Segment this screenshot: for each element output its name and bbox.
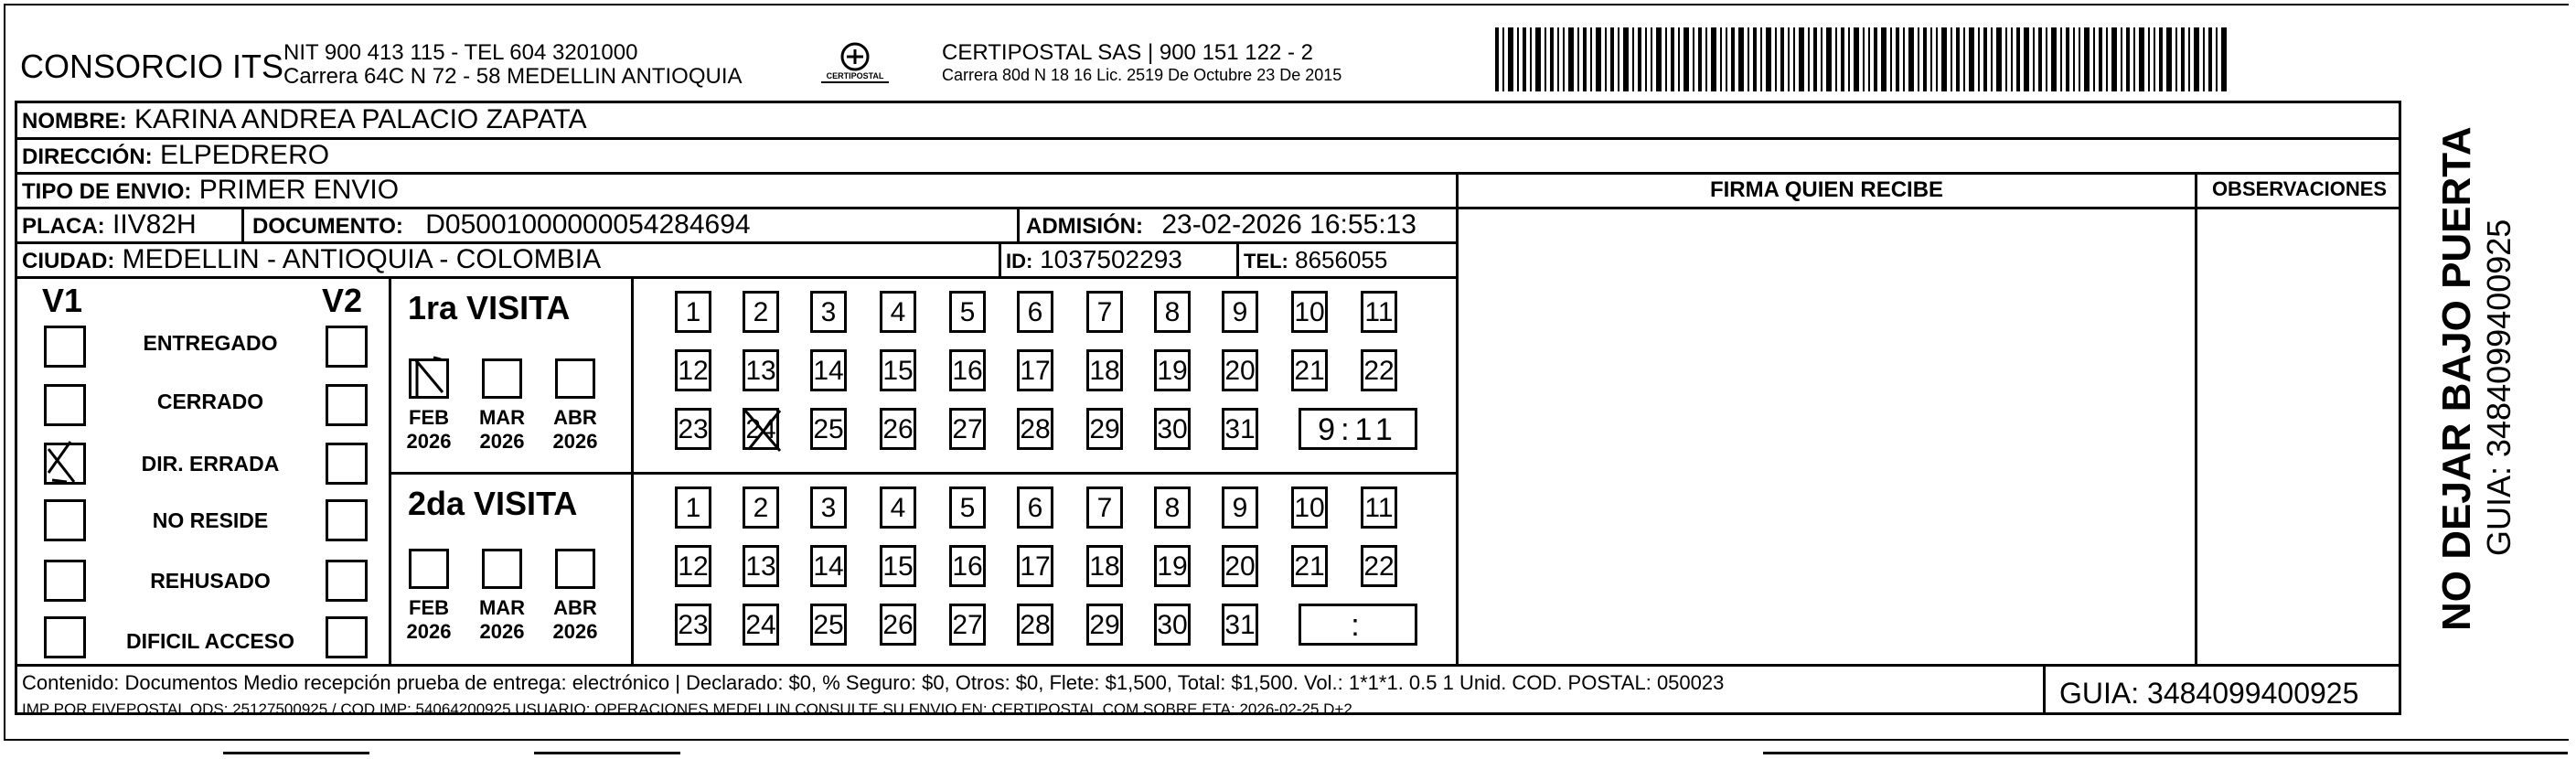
first-visit-day-27[interactable]: 27 — [949, 408, 986, 450]
second-visit-month-feb-checkbox[interactable] — [409, 549, 449, 589]
visits-divider — [389, 472, 1459, 475]
second-visit-month-abr-checkbox[interactable] — [555, 549, 595, 589]
carrier-name: CERTIPOSTAL SAS | 900 151 122 - 2 — [942, 40, 1313, 65]
month-name: FEB — [409, 596, 449, 619]
first-visit-day-4[interactable]: 4 — [880, 291, 916, 333]
second-visit-title: 2da VISITA — [408, 485, 578, 522]
firma-header: FIRMA QUIEN RECIBE — [1709, 177, 1944, 202]
second-visit-day-14[interactable]: 14 — [810, 545, 847, 587]
company-name: CONSORCIO ITS — [20, 48, 284, 85]
first-visit-day-8[interactable]: 8 — [1154, 291, 1191, 333]
placa-value: IIV82H — [112, 209, 197, 240]
tel-label: TEL: — [1244, 250, 1288, 273]
ciudad-value: MEDELLIN - ANTIOQUIA - COLOMBIA — [122, 244, 602, 274]
company-nit-tel: NIT 900 413 115 - TEL 604 3201000 — [283, 40, 638, 65]
first-visit-day-7[interactable]: 7 — [1086, 291, 1123, 333]
second-visit-month-abr-label — [543, 596, 607, 644]
second-visit-day-31[interactable]: 31 — [1222, 604, 1258, 646]
month-name: MAR — [478, 406, 526, 429]
row-divider — [1017, 207, 1020, 241]
observaciones-header: OBSERVACIONES — [2211, 177, 2388, 200]
month-year: 2026 — [479, 620, 525, 643]
second-visit-day-8[interactable]: 8 — [1154, 486, 1191, 529]
first-visit-day-18[interactable]: 18 — [1086, 349, 1123, 391]
second-visit-day-21[interactable]: 21 — [1291, 545, 1328, 587]
column-divider — [2195, 172, 2197, 666]
v2-checkbox-dir-errada[interactable] — [326, 443, 368, 485]
second-visit-day-19[interactable]: 19 — [1154, 545, 1191, 587]
v2-checkbox-dificil-acceso[interactable] — [326, 616, 368, 658]
second-visit-day-18[interactable]: 18 — [1086, 545, 1123, 587]
v2-checkbox-no-reside[interactable] — [326, 499, 368, 541]
second-visit-day-27[interactable]: 27 — [949, 604, 986, 646]
visits-divider — [631, 276, 634, 664]
footer-content-line: Contenido: Documentos Medio recepción prueba de entrega: electrónico | Declarado: $0, % Seguro: $0, Otros: $0, Flete: $1,500, Total: $1,500. Vol.: 1*1*1. 0.5 1 Unid. COD. POSTAL: 050023 — [22, 671, 1725, 694]
month-name: FEB — [409, 406, 449, 429]
second-visit-day-17[interactable]: 17 — [1017, 545, 1053, 587]
second-visit-day-29[interactable]: 29 — [1086, 604, 1123, 646]
second-visit-day-16[interactable]: 16 — [949, 545, 986, 587]
first-visit-day-20[interactable]: 20 — [1222, 349, 1258, 391]
nombre-value: KARINA ANDREA PALACIO ZAPATA — [134, 104, 587, 134]
first-visit-day-30[interactable]: 30 — [1154, 408, 1191, 450]
month-year: 2026 — [552, 430, 598, 453]
first-visit-month-abr-label — [543, 406, 607, 454]
cut-mark — [534, 752, 680, 754]
admision-label: ADMISIÓN: — [1026, 214, 1143, 239]
side-warning: NO DEJAR BAJO PUERTA — [2434, 126, 2479, 631]
direccion-label: DIRECCIÓN: — [22, 144, 153, 169]
first-visit-day-24[interactable] — [743, 408, 779, 450]
first-visit-month-feb-checkbox[interactable] — [409, 358, 449, 399]
first-visit-title: 1ra VISITA — [408, 289, 571, 326]
placa-row — [22, 208, 197, 243]
admision-row — [1026, 208, 1416, 243]
tipo-value: PRIMER ENVIO — [198, 175, 400, 205]
ciudad-label: CIUDAD: — [22, 249, 115, 273]
second-visit-day-12[interactable]: 12 — [675, 545, 711, 587]
first-visit-month-abr-checkbox[interactable] — [555, 358, 595, 399]
first-visit-month-mar-checkbox[interactable] — [482, 358, 522, 399]
status-label-no-reside: NO RESIDE — [152, 508, 269, 532]
first-visit-day-12[interactable]: 12 — [675, 349, 711, 391]
nombre-row — [22, 103, 587, 138]
cut-mark — [223, 752, 369, 754]
second-visit-day-11[interactable]: 11 — [1361, 486, 1397, 529]
second-visit-day-2[interactable]: 2 — [743, 486, 779, 529]
first-visit-day-6[interactable]: 6 — [1017, 291, 1053, 333]
documento-row — [252, 208, 751, 243]
month-year: 2026 — [406, 430, 452, 453]
first-visit-month-mar-label — [470, 406, 534, 454]
documento-label: DOCUMENTO: — [252, 214, 403, 239]
first-visit-month-feb-label — [397, 406, 461, 454]
tipo-label: TIPO DE ENVIO: — [22, 179, 192, 204]
first-visit-day-25[interactable]: 25 — [810, 408, 847, 450]
v1-header: V1 — [42, 282, 83, 319]
footer-guia: GUIA: 3484099400925 — [2059, 677, 2359, 710]
v1-checkbox-rehusado[interactable] — [44, 560, 86, 602]
status-label-dificil-acceso: DIFICIL ACCESO — [125, 629, 294, 653]
second-visit-day-24[interactable]: 24 — [743, 604, 779, 646]
ciudad-row — [22, 243, 601, 278]
barcode — [1495, 27, 2227, 91]
tel-row — [1244, 243, 1387, 278]
month-name: ABR — [553, 406, 597, 429]
id-label: ID: — [1006, 250, 1033, 273]
v2-checkbox-rehusado[interactable] — [326, 560, 368, 602]
v2-header: V2 — [322, 282, 363, 319]
first-visit-day-31[interactable]: 31 — [1222, 408, 1258, 450]
tipo-row — [22, 174, 399, 208]
first-visit-day-9[interactable]: 9 — [1222, 291, 1258, 333]
first-visit-day-26[interactable]: 26 — [880, 408, 916, 450]
second-visit-day-20[interactable]: 20 — [1222, 545, 1258, 587]
second-visit-time-field[interactable]: : — [1299, 604, 1417, 646]
status-label-dir-errada: DIR. ERRADA — [141, 452, 280, 476]
column-divider — [1456, 172, 1459, 666]
second-visit-day-22[interactable]: 22 — [1361, 545, 1397, 587]
status-label-cerrado: CERRADO — [156, 390, 264, 413]
v1-checkbox-cerrado[interactable] — [44, 384, 86, 426]
first-visit-day-3[interactable]: 3 — [810, 291, 847, 333]
id-row — [1006, 243, 1182, 278]
row-divider — [999, 241, 1001, 276]
second-visit-month-mar-checkbox[interactable] — [482, 549, 522, 589]
placa-label: PLACA: — [22, 214, 105, 239]
first-visit-day-11[interactable]: 11 — [1361, 291, 1397, 333]
second-visit-day-30[interactable]: 30 — [1154, 604, 1191, 646]
direccion-row — [22, 139, 329, 174]
id-value: 1037502293 — [1040, 245, 1182, 273]
carrier-license: Carrera 80d N 18 16 Lic. 2519 De Octubre 23 De 2015 — [942, 66, 1342, 84]
cut-mark — [1763, 752, 2568, 754]
first-visit-day-22[interactable]: 22 — [1361, 349, 1397, 391]
logo-text: CERTIPOSTAL — [826, 71, 884, 80]
second-visit-month-mar-label — [470, 596, 534, 644]
direccion-value: ELPEDRERO — [160, 140, 330, 170]
column-divider — [2195, 207, 2401, 209]
row-divider — [241, 207, 244, 241]
first-visit-day-29[interactable]: 29 — [1086, 408, 1123, 450]
first-visit-day-15[interactable]: 15 — [880, 349, 916, 391]
second-visit-day-13[interactable]: 13 — [743, 545, 779, 587]
side-guia: GUIA: 3484099400925 — [2480, 219, 2517, 556]
first-visit-day-28[interactable]: 28 — [1017, 408, 1053, 450]
second-visit-day-28[interactable]: 28 — [1017, 604, 1053, 646]
first-visit-day-13[interactable]: 13 — [743, 349, 779, 391]
second-visit-day-5[interactable]: 5 — [949, 486, 986, 529]
handwritten-check-mark — [406, 348, 452, 400]
first-visit-day-16[interactable]: 16 — [949, 349, 986, 391]
handwritten-check-mark — [43, 436, 80, 487]
v2-checkbox-entregado[interactable] — [326, 326, 368, 368]
second-visit-day-1[interactable]: 1 — [675, 486, 711, 529]
row-divider — [1236, 241, 1239, 276]
second-visit-day-25[interactable]: 25 — [810, 604, 847, 646]
v1-checkbox-entregado[interactable] — [44, 326, 86, 368]
second-visit-month-feb-label — [397, 596, 461, 644]
column-divider — [1456, 207, 2195, 209]
second-visit-day-7[interactable]: 7 — [1086, 486, 1123, 529]
second-visit-day-10[interactable]: 10 — [1291, 486, 1328, 529]
status-label-entregado: ENTREGADO — [143, 331, 278, 355]
documento-value: D05001000000054284694 — [425, 209, 751, 240]
v1-checkbox-dir-errada[interactable] — [44, 443, 86, 485]
certipostal-logo — [814, 38, 896, 93]
first-visit-day-14[interactable]: 14 — [810, 349, 847, 391]
admision-value: 23-02-2026 16:55:13 — [1161, 209, 1416, 240]
first-visit-time-field[interactable]: 9:11 — [1299, 408, 1417, 450]
company-address: Carrera 64C N 72 - 58 MEDELLIN ANTIOQUIA — [283, 64, 743, 89]
day-number: 24 — [745, 414, 776, 444]
v1-checkbox-no-reside[interactable] — [44, 499, 86, 541]
month-year: 2026 — [552, 620, 598, 643]
second-visit-day-9[interactable]: 9 — [1222, 486, 1258, 529]
first-visit-day-1[interactable]: 1 — [675, 291, 711, 333]
footer-print-line: IMP POR FIVEPOSTAL ODS: 25127500925 / COD.IMP: 54064200925 USUARIO: OPERACIONES MEDELLIN CONSULTE SU ENVIO EN: CERTIPOSTAL.COM SOBRE ETA: 2026-02-25 D+2 — [22, 700, 1352, 718]
second-visit-day-23[interactable]: 23 — [675, 604, 711, 646]
second-visit-day-6[interactable]: 6 — [1017, 486, 1053, 529]
first-visit-day-19[interactable]: 19 — [1154, 349, 1191, 391]
v1-checkbox-dificil-acceso[interactable] — [44, 616, 86, 658]
second-visit-day-4[interactable]: 4 — [880, 486, 916, 529]
second-visit-day-26[interactable]: 26 — [880, 604, 916, 646]
v2-checkbox-cerrado[interactable] — [326, 384, 368, 426]
status-label-rehusado: REHUSADO — [150, 569, 271, 593]
first-visit-day-17[interactable]: 17 — [1017, 349, 1053, 391]
second-visit-day-15[interactable]: 15 — [880, 545, 916, 587]
visits-divider — [389, 276, 391, 664]
month-year: 2026 — [406, 620, 452, 643]
first-visit-day-10[interactable]: 10 — [1291, 291, 1328, 333]
month-year: 2026 — [479, 430, 525, 453]
first-visit-day-2[interactable]: 2 — [743, 291, 779, 333]
month-name: MAR — [478, 596, 526, 619]
first-visit-day-23[interactable]: 23 — [675, 408, 711, 450]
first-visit-day-5[interactable]: 5 — [949, 291, 986, 333]
nombre-label: NOMBRE: — [22, 109, 127, 134]
first-visit-day-21[interactable]: 21 — [1291, 349, 1328, 391]
second-visit-day-3[interactable]: 3 — [810, 486, 847, 529]
tel-value: 8656055 — [1295, 246, 1388, 273]
month-name: ABR — [553, 596, 597, 619]
